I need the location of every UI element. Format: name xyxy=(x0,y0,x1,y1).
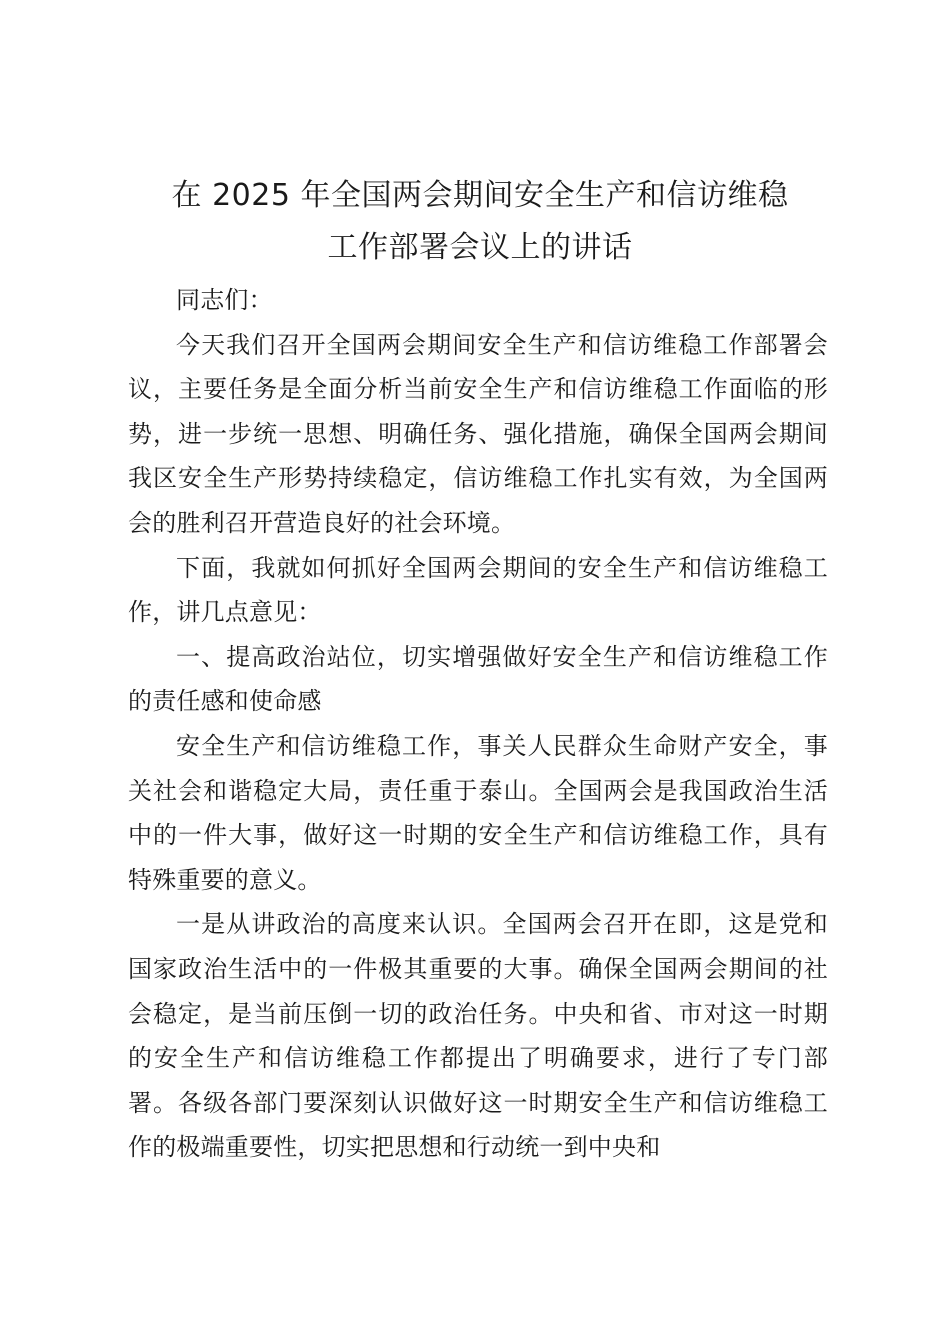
document-body xyxy=(128,278,828,1170)
title-line-2: 工作部署会议上的讲话 xyxy=(327,230,633,265)
paragraph-section-1: 安全生产和信访维稳工作，事关人民群众生命财产安全，事关社会和谐稳定大局，责任重于泰山。全国两会是我国政治生活中的一件大事，做好这一时期的安全生产和信访维稳工作，具有特殊重要的意义。 xyxy=(128,731,828,894)
paragraph-intro: 今天我们召开全国两会期间安全生产和信访维稳工作部署会议，主要任务是全面分析当前安全生产和信访维稳工作面临的形势，进一步统一思想、明确任务、强化措施，确保全国两会期间我区安全生产形势持续稳定，信访维稳工作扎实有效，为全国两会的胜利召开营造良好的社会环境。 xyxy=(128,330,828,537)
paragraph-outline: 下面，我就如何抓好全国两会期间的安全生产和信访维稳工作，讲几点意见： xyxy=(128,553,828,627)
section-heading-1: 一、提高政治站位，切实增强做好安全生产和信访维稳工作的责任感和使命感 xyxy=(128,642,828,716)
title-line-1: 在 2025 年全国两会期间安全生产和信访维稳 xyxy=(171,178,789,213)
paragraph-point-1: 一是从讲政治的高度来认识。全国两会召开在即，这是党和国家政治生活中的一件极其重要的大事。确保全国两会期间的社会稳定，是当前压倒一切的政治任务。中央和省、市对这一时期的安全生产和信访维稳工作都提出了明确要求，进行了专门部署。各级各部门要深刻认识做好这一时期安全生产和信访维稳工作的极端重要性，切实把思想和行动统一到中央和 xyxy=(128,910,828,1162)
salutation: 同志们： xyxy=(176,286,273,314)
document-title xyxy=(100,170,860,274)
